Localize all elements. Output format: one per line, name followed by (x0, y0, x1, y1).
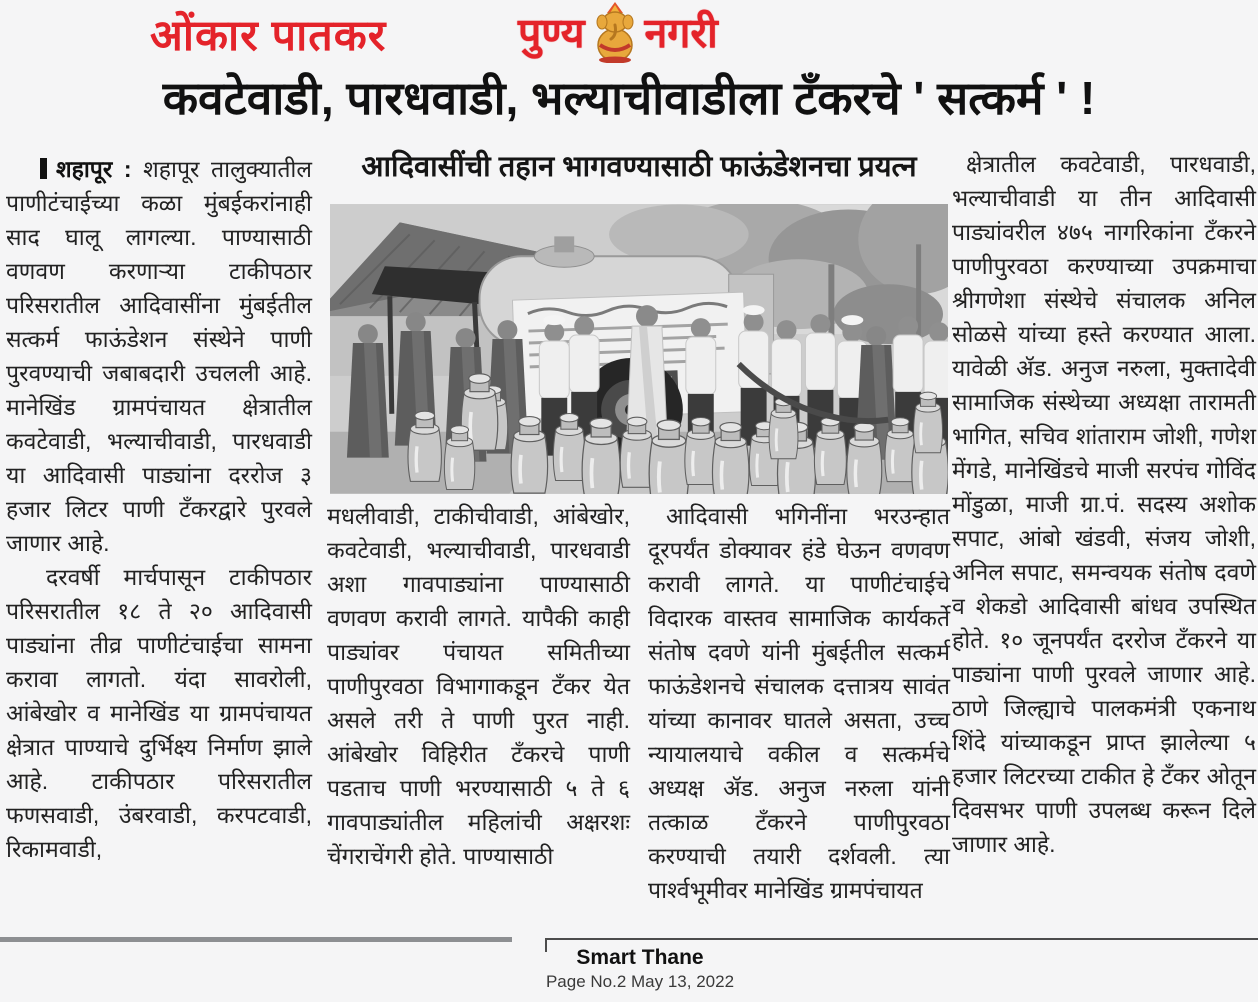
paragraph: दरवर्षी मार्चपासून टाकीपठार परिसरातील १८ ते २० आदिवासी पाड्यांना तीव्र पाणीटंचाईचा सामना करावा लागतो. यंदा सावरोली, आंबेखोर व मानेखिंड या ग्रामपंचायत क्षेत्रात पाण्याचे दुर्भिक्ष्य निर्माण झाले आहे. टाकीपठार परिसरातील फणसवाडी, उंबरवाडी, करपटवाडी, रिकामवाडी, (6, 564, 312, 862)
newspaper-logo (518, 0, 718, 64)
paragraph: मधलीवाडी, टाकीचीवाडी, आंबेखोर, कवटेवाडी, भल्याचीवाडी, पारधवाडी अशा गावपाड्यांना पाण्यासाठी वणवण करावी लागते. यापैकी काही पाड्यांवर पंचायत समितीच्या पाणीपुरवठा विभागाकडून टँकर येत असले तरी ते पाणी पुरत नाही. आंबेखोर विहिरीत टँकरचे पाणी पडताच पाणी भरण्यासाठी ५ ते ६ गावपाड्यांतील महिलांची अक्षरशः चेंगराचेंगरी होते. पाण्यासाठी (327, 503, 630, 869)
dateline-mark (40, 158, 47, 179)
paragraph (6, 152, 312, 560)
main-headline: कवटेवाडी, पारधवाडी, भल्याचीवाडीला टँकरचे ' सत्कर्म ' ! (162, 72, 1096, 124)
logo-text-right: नगरी (644, 10, 718, 56)
paragraph: क्षेत्रातील कवटेवाडी, पारधवाडी, भल्याचीवाडी या तीन आदिवासी पाड्यांवरील ४७५ नागरिकांना टँकरने पाणीपुरवठा करण्याच्या उपक्रमाचा श्रीगणेशा संस्थेचे संचालक अनिल सोळसे यांच्या हस्ते करण्यात आला. यावेळी ॲड. अनुज नरुला, मुक्तादेवी सामाजिक संस्थेच्या अध्यक्षा तारामती भागित, सचिव शांताराम जोशी, गणेश मेंगडे, मानेखिंडचे माजी सरपंच गोविंद मोंडुळा, माजी ग्रा.पं. सदस्य अशोक सपाट, आंबो खंडवी, संजय जोशी, अनिल सपाट, समन्वयक संतोष दवणे व शेकडो आदिवासी बांधव उपस्थित होते. १० जूनपर्यंत दररोज टँकरने या पाड्यांना पाणी पुरवले जाणार आहे. ठाणे जिल्ह्याचे पालकमंत्री एकनाथ शिंदे यांच्याकडून प्राप्त झालेल्या ५ हजार लिटरच्या टाकीत हे टँकर ओतून दिवसभर पाणी उपलब्ध करून दिले जाणार आहे. (952, 151, 1256, 857)
paragraph-text: शहापूर तालुक्यातील पाणीटंचाईच्या कळा मुंबईकरांनाही साद घालू लागल्या. पाण्यासाठी वणवण करणाऱ्या टाकीपठार परिसरातील आदिवासींना मुंबईतील सत्कर्म फाऊंडेशन संस्थेने पाणी पुरवण्याची जबाबदारी उचलली आहे. मानेखिंड ग्रामपंचायत क्षेत्रातील कवटेवाडी, भल्याचीवाडी, पारधवाडी या आदिवासी पाड्यांना दररोज ३ हजार लिटर पाणी टँकरद्वारे पुरवले जाणार आहे. (6, 156, 312, 556)
footer-divider-rule (0, 937, 512, 942)
footer-source: Smart Thane (576, 946, 704, 969)
right-column (952, 147, 1256, 861)
reporter-byline: ओंकार पातकर (150, 12, 387, 60)
middle-column-a (327, 499, 630, 873)
article-photo (330, 204, 948, 494)
sub-headline: आदिवासींची तहान भागवण्यासाठी फाऊंडेशनचा प्रयत्न (361, 151, 917, 183)
paragraph: आदिवासी भगिनींना भरउन्हात दूरपर्यंत डोक्यावर हंडे घेऊन वणवण करावी लागते. या पाणीटंचाईचे विदारक वास्तव सामाजिक कार्यकर्ते संतोष दवणे यांनी मुंबईतील सत्कर्म फाऊंडेशनचे संचालक दत्तात्रय सावंत यांच्या कानावर घातले असता, उच्च न्यायालयाचे वकील व सत्कर्मचे अध्यक्ष ॲड. अनुज नरुला यांनी तत्काळ टँकरने पाणीपुरवठा करण्याची तयारी दर्शवली. त्या पार्श्वभूमीवर मानेखिंड ग्रामपंचायत (648, 503, 950, 903)
dateline: शहापूर : (56, 156, 132, 182)
footer-page-info: Page No.2 May 13, 2022 (545, 972, 735, 991)
ganesh-icon (587, 1, 643, 63)
middle-column-b (648, 499, 950, 907)
left-column (6, 152, 312, 866)
logo-text-left: पुण्य (518, 10, 585, 56)
